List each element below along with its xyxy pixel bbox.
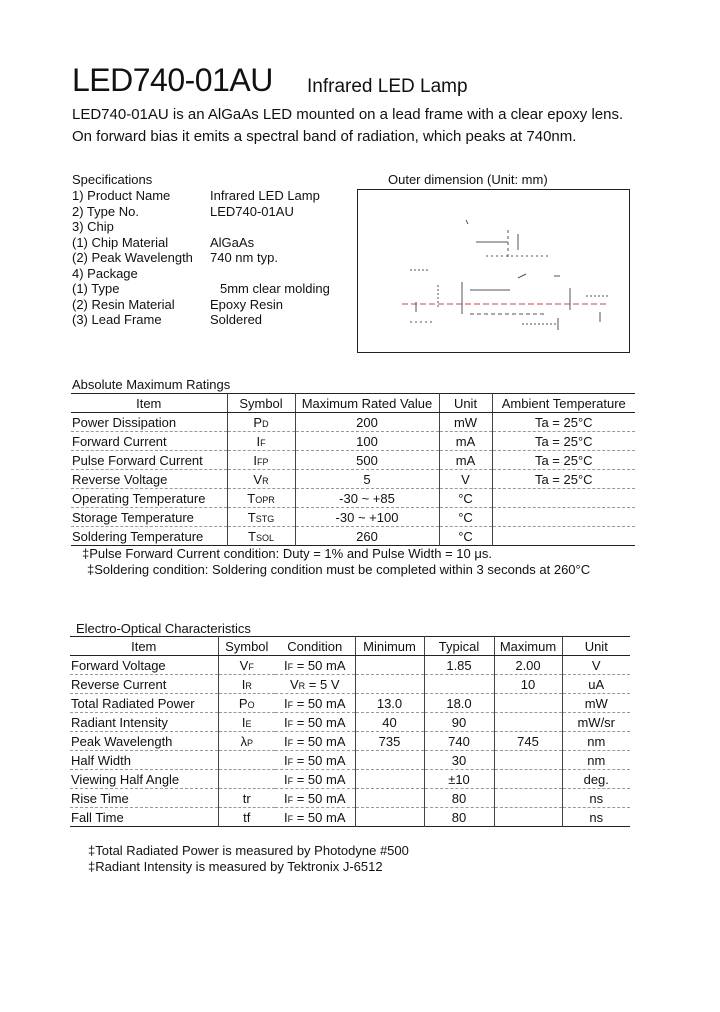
symbol-subscript: FP xyxy=(257,456,269,467)
item-cell: Forward Current xyxy=(71,432,227,451)
symbol-main: I xyxy=(241,676,246,692)
condition-symbol: I xyxy=(283,714,288,730)
minimum-cell: 40 xyxy=(355,713,424,732)
symbol-subscript: F xyxy=(248,661,254,672)
symbol-cell xyxy=(218,789,275,808)
symbol-main: V xyxy=(253,471,263,487)
symbol-cell xyxy=(227,527,295,546)
condition-symbol: V xyxy=(290,676,299,692)
symbol-main: tr xyxy=(242,790,251,806)
symbol-main: I xyxy=(256,433,261,449)
unit-cell: mA xyxy=(439,432,492,451)
abs-max-col-symbol: Symbol xyxy=(227,394,295,413)
eo-caption: Electro-Optical Characteristics xyxy=(76,621,251,636)
condition-subscript: F xyxy=(287,813,294,824)
abs-max-col-temp: Ambient Temperature xyxy=(492,394,635,413)
symbol-subscript: P xyxy=(246,737,253,748)
spec-value: Infrared LED Lamp xyxy=(210,188,320,203)
maximum-cell: 2.00 xyxy=(494,656,562,675)
spec-value: AlGaAs xyxy=(210,234,255,250)
symbol-main: P xyxy=(253,414,263,430)
condition-cell xyxy=(275,789,355,808)
temp-cell xyxy=(492,508,635,527)
table-row xyxy=(70,675,630,694)
spec-label: (2) Peak Wavelength xyxy=(72,250,193,265)
item-cell: Forward Voltage xyxy=(70,656,218,675)
temp-cell: Ta = 25°C xyxy=(492,432,635,451)
item-cell: Operating Temperature xyxy=(71,489,227,508)
unit-cell: deg. xyxy=(562,770,630,789)
item-cell: Reverse Current xyxy=(70,675,218,694)
unit-cell: mW xyxy=(562,694,630,713)
spec-label: 3) Chip xyxy=(72,219,114,234)
maximum-cell: 10 xyxy=(494,675,562,694)
condition-subscript: F xyxy=(287,756,294,767)
symbol-subscript: E xyxy=(245,718,252,729)
table-row xyxy=(71,432,635,451)
value-cell: 100 xyxy=(295,432,439,451)
minimum-cell xyxy=(355,751,424,770)
abs-max-note-1: ‡Pulse Forward Current condition: Duty = 1% and Pulse Width = 10 μs. xyxy=(82,546,492,561)
typical-cell: 90 xyxy=(424,713,494,732)
condition-symbol: I xyxy=(283,790,288,806)
table-row xyxy=(71,489,635,508)
symbol-subscript: R xyxy=(262,475,269,486)
symbol-main: T xyxy=(247,490,256,506)
symbol-cell xyxy=(227,413,295,432)
minimum-cell xyxy=(355,656,424,675)
spec-value: 740 nm typ. xyxy=(210,250,278,265)
symbol-subscript: F xyxy=(260,437,266,448)
typical-cell: 1.85 xyxy=(424,656,494,675)
table-row xyxy=(70,770,630,789)
condition-subscript: F xyxy=(287,699,294,710)
typical-cell xyxy=(424,675,494,694)
symbol-cell xyxy=(218,751,275,770)
outer-dimension-caption: Outer dimension (Unit: mm) xyxy=(388,172,548,187)
temp-cell xyxy=(492,489,635,508)
temp-cell: Ta = 25°C xyxy=(492,470,635,489)
symbol-subscript: OPR xyxy=(255,494,275,505)
item-cell: Peak Wavelength xyxy=(70,732,218,751)
condition-value: = 50 mA xyxy=(293,695,346,711)
symbol-cell xyxy=(218,770,275,789)
item-cell: Viewing Half Angle xyxy=(70,770,218,789)
item-cell: Rise Time xyxy=(70,789,218,808)
unit-cell: V xyxy=(439,470,492,489)
condition-subscript: F xyxy=(287,794,294,805)
symbol-main: V xyxy=(239,657,249,673)
dimension-drawing-svg xyxy=(358,190,629,352)
symbol-main: I xyxy=(253,452,258,468)
minimum-cell xyxy=(355,675,424,694)
spec-label: (1) Chip Material xyxy=(72,234,169,250)
value-cell: 260 xyxy=(295,527,439,546)
typical-cell: 80 xyxy=(424,808,494,827)
symbol-cell xyxy=(227,508,295,527)
condition-symbol: I xyxy=(283,771,288,787)
symbol-main: I xyxy=(241,714,246,730)
spec-label: 2) Type No. xyxy=(72,203,139,219)
condition-cell xyxy=(275,732,355,751)
item-cell: Soldering Temperature xyxy=(71,527,227,546)
minimum-cell: 13.0 xyxy=(355,694,424,713)
symbol-main: tf xyxy=(243,809,251,825)
value-cell: -30 ~ +85 xyxy=(295,489,439,508)
condition-subscript: F xyxy=(287,661,294,672)
spec-value: 5mm clear molding xyxy=(220,281,330,296)
eo-col-item: Item xyxy=(70,637,218,656)
condition-cell xyxy=(275,751,355,770)
symbol-cell xyxy=(218,713,275,732)
temp-cell: Ta = 25°C xyxy=(492,413,635,432)
table-row xyxy=(71,451,635,470)
symbol-subscript: O xyxy=(247,699,255,710)
symbol-subscript: R xyxy=(245,680,252,691)
condition-value: = 50 mA xyxy=(293,733,346,749)
unit-cell: ns xyxy=(562,808,630,827)
item-cell: Half Width xyxy=(70,751,218,770)
item-cell: Storage Temperature xyxy=(71,508,227,527)
value-cell: 5 xyxy=(295,470,439,489)
symbol-main: λ xyxy=(240,733,247,749)
symbol-cell xyxy=(218,675,275,694)
spec-value: LED740-01AU xyxy=(210,203,294,219)
symbol-main: T xyxy=(248,528,256,544)
maximum-cell xyxy=(494,751,562,770)
eo-note-1: ‡Total Radiated Power is measured by Photodyne #500 xyxy=(88,843,409,858)
item-cell: Reverse Voltage xyxy=(71,470,227,489)
unit-cell: nm xyxy=(562,732,630,751)
unit-cell: °C xyxy=(439,489,492,508)
abs-max-caption: Absolute Maximum Ratings xyxy=(72,377,231,392)
unit-cell: mA xyxy=(439,451,492,470)
typical-cell: ±10 xyxy=(424,770,494,789)
table-row xyxy=(70,694,630,713)
condition-symbol: I xyxy=(283,695,288,711)
maximum-cell xyxy=(494,713,562,732)
spec-label: (2) Resin Material xyxy=(72,296,175,312)
item-cell: Fall Time xyxy=(70,808,218,827)
unit-cell: °C xyxy=(439,508,492,527)
table-row xyxy=(70,789,630,808)
table-row xyxy=(71,413,635,432)
table-row xyxy=(70,713,630,732)
item-cell: Pulse Forward Current xyxy=(71,451,227,470)
document-title: LED740-01AU xyxy=(72,62,273,98)
table-row xyxy=(70,656,630,675)
spec-label: (1) Type xyxy=(72,281,120,296)
maximum-cell xyxy=(494,789,562,808)
unit-cell: mW xyxy=(439,413,492,432)
value-cell: 200 xyxy=(295,413,439,432)
eo-col-typical: Typical xyxy=(424,637,494,656)
condition-value: = 50 mA xyxy=(293,714,346,730)
symbol-cell xyxy=(218,656,275,675)
item-cell: Radiant Intensity xyxy=(70,713,218,732)
abs-max-col-value: Maximum Rated Value xyxy=(295,394,439,413)
condition-cell xyxy=(275,675,355,694)
symbol-subscript: D xyxy=(262,418,269,429)
temp-cell xyxy=(492,527,635,546)
unit-cell: mW/sr xyxy=(562,713,630,732)
condition-subscript: R xyxy=(298,680,306,691)
condition-cell xyxy=(275,713,355,732)
condition-cell xyxy=(275,656,355,675)
condition-cell xyxy=(275,808,355,827)
minimum-cell xyxy=(355,789,424,808)
table-row xyxy=(71,508,635,527)
table-row xyxy=(71,470,635,489)
spec-value: Epoxy Resin xyxy=(210,296,283,312)
minimum-cell: 735 xyxy=(355,732,424,751)
typical-cell: 740 xyxy=(424,732,494,751)
condition-value: = 50 mA xyxy=(293,809,346,825)
typical-cell: 18.0 xyxy=(424,694,494,713)
condition-value: = 50 mA xyxy=(293,790,346,806)
condition-symbol: I xyxy=(283,733,288,749)
value-cell: -30 ~ +100 xyxy=(295,508,439,527)
temp-cell: Ta = 25°C xyxy=(492,451,635,470)
table-row xyxy=(70,751,630,770)
condition-symbol: I xyxy=(283,752,288,768)
spec-label: (3) Lead Frame xyxy=(72,312,162,327)
abs-max-note-2: ‡Soldering condition: Soldering condition must be completed within 3 seconds at 260°C xyxy=(87,562,591,577)
eo-col-condition: Condition xyxy=(275,637,355,656)
symbol-cell xyxy=(218,694,275,713)
symbol-main: P xyxy=(238,695,248,711)
specifications-heading: Specifications xyxy=(72,172,153,187)
unit-cell: °C xyxy=(439,527,492,546)
maximum-cell xyxy=(494,808,562,827)
symbol-cell xyxy=(227,451,295,470)
spec-label: 4) Package xyxy=(72,265,138,281)
eo-col-unit: Unit xyxy=(562,637,630,656)
intro-line-2: On forward bias it emits a spectral band of radiation, which peaks at 740nm. xyxy=(72,128,577,145)
typical-cell: 30 xyxy=(424,751,494,770)
document-subtitle: Infrared LED Lamp xyxy=(307,76,468,97)
value-cell: 500 xyxy=(295,451,439,470)
maximum-cell xyxy=(494,770,562,789)
outer-dimension-drawing xyxy=(357,189,630,353)
symbol-subscript: SOL xyxy=(255,532,274,543)
item-cell: Total Radiated Power xyxy=(70,694,218,713)
eo-col-minimum: Minimum xyxy=(355,637,424,656)
eo-header-row xyxy=(70,637,630,656)
condition-value: = 50 mA xyxy=(293,771,346,787)
symbol-cell xyxy=(218,808,275,827)
absolute-max-table xyxy=(71,393,635,546)
condition-symbol: I xyxy=(283,657,288,673)
symbol-cell xyxy=(218,732,275,751)
symbol-cell xyxy=(227,489,295,508)
condition-subscript: F xyxy=(287,718,294,729)
minimum-cell xyxy=(355,770,424,789)
symbol-cell xyxy=(227,432,295,451)
abs-max-col-unit: Unit xyxy=(439,394,492,413)
condition-value: = 50 mA xyxy=(293,752,346,768)
item-cell: Power Dissipation xyxy=(71,413,227,432)
maximum-cell: 745 xyxy=(494,732,562,751)
symbol-main: T xyxy=(247,509,256,525)
minimum-cell xyxy=(355,808,424,827)
spec-value: Soldered xyxy=(210,312,263,327)
condition-subscript: F xyxy=(287,737,294,748)
unit-cell: nm xyxy=(562,751,630,770)
condition-cell xyxy=(275,770,355,789)
maximum-cell xyxy=(494,694,562,713)
condition-value: = 50 mA xyxy=(293,657,346,673)
condition-subscript: F xyxy=(287,775,294,786)
unit-cell: uA xyxy=(562,675,630,694)
electro-optical-table xyxy=(70,636,630,827)
symbol-subscript: STG xyxy=(255,513,275,524)
condition-value: = 5 V xyxy=(305,676,340,692)
intro-line-1: LED740-01AU is an AlGaAs LED mounted on a lead frame with a clear epoxy lens. xyxy=(72,106,624,123)
table-row xyxy=(70,808,630,827)
condition-symbol: I xyxy=(283,809,288,825)
eo-col-maximum: Maximum xyxy=(494,637,562,656)
eo-note-2: ‡Radiant Intensity is measured by Tektronix J-6512 xyxy=(88,859,383,874)
table-row xyxy=(70,732,630,751)
spec-label: 1) Product Name xyxy=(72,188,171,203)
symbol-cell xyxy=(227,470,295,489)
typical-cell: 80 xyxy=(424,789,494,808)
unit-cell: V xyxy=(562,656,630,675)
unit-cell: ns xyxy=(562,789,630,808)
eo-col-symbol: Symbol xyxy=(218,637,275,656)
condition-cell xyxy=(275,694,355,713)
abs-max-header-row xyxy=(71,394,635,413)
abs-max-col-item: Item xyxy=(71,394,227,413)
table-row xyxy=(71,527,635,546)
